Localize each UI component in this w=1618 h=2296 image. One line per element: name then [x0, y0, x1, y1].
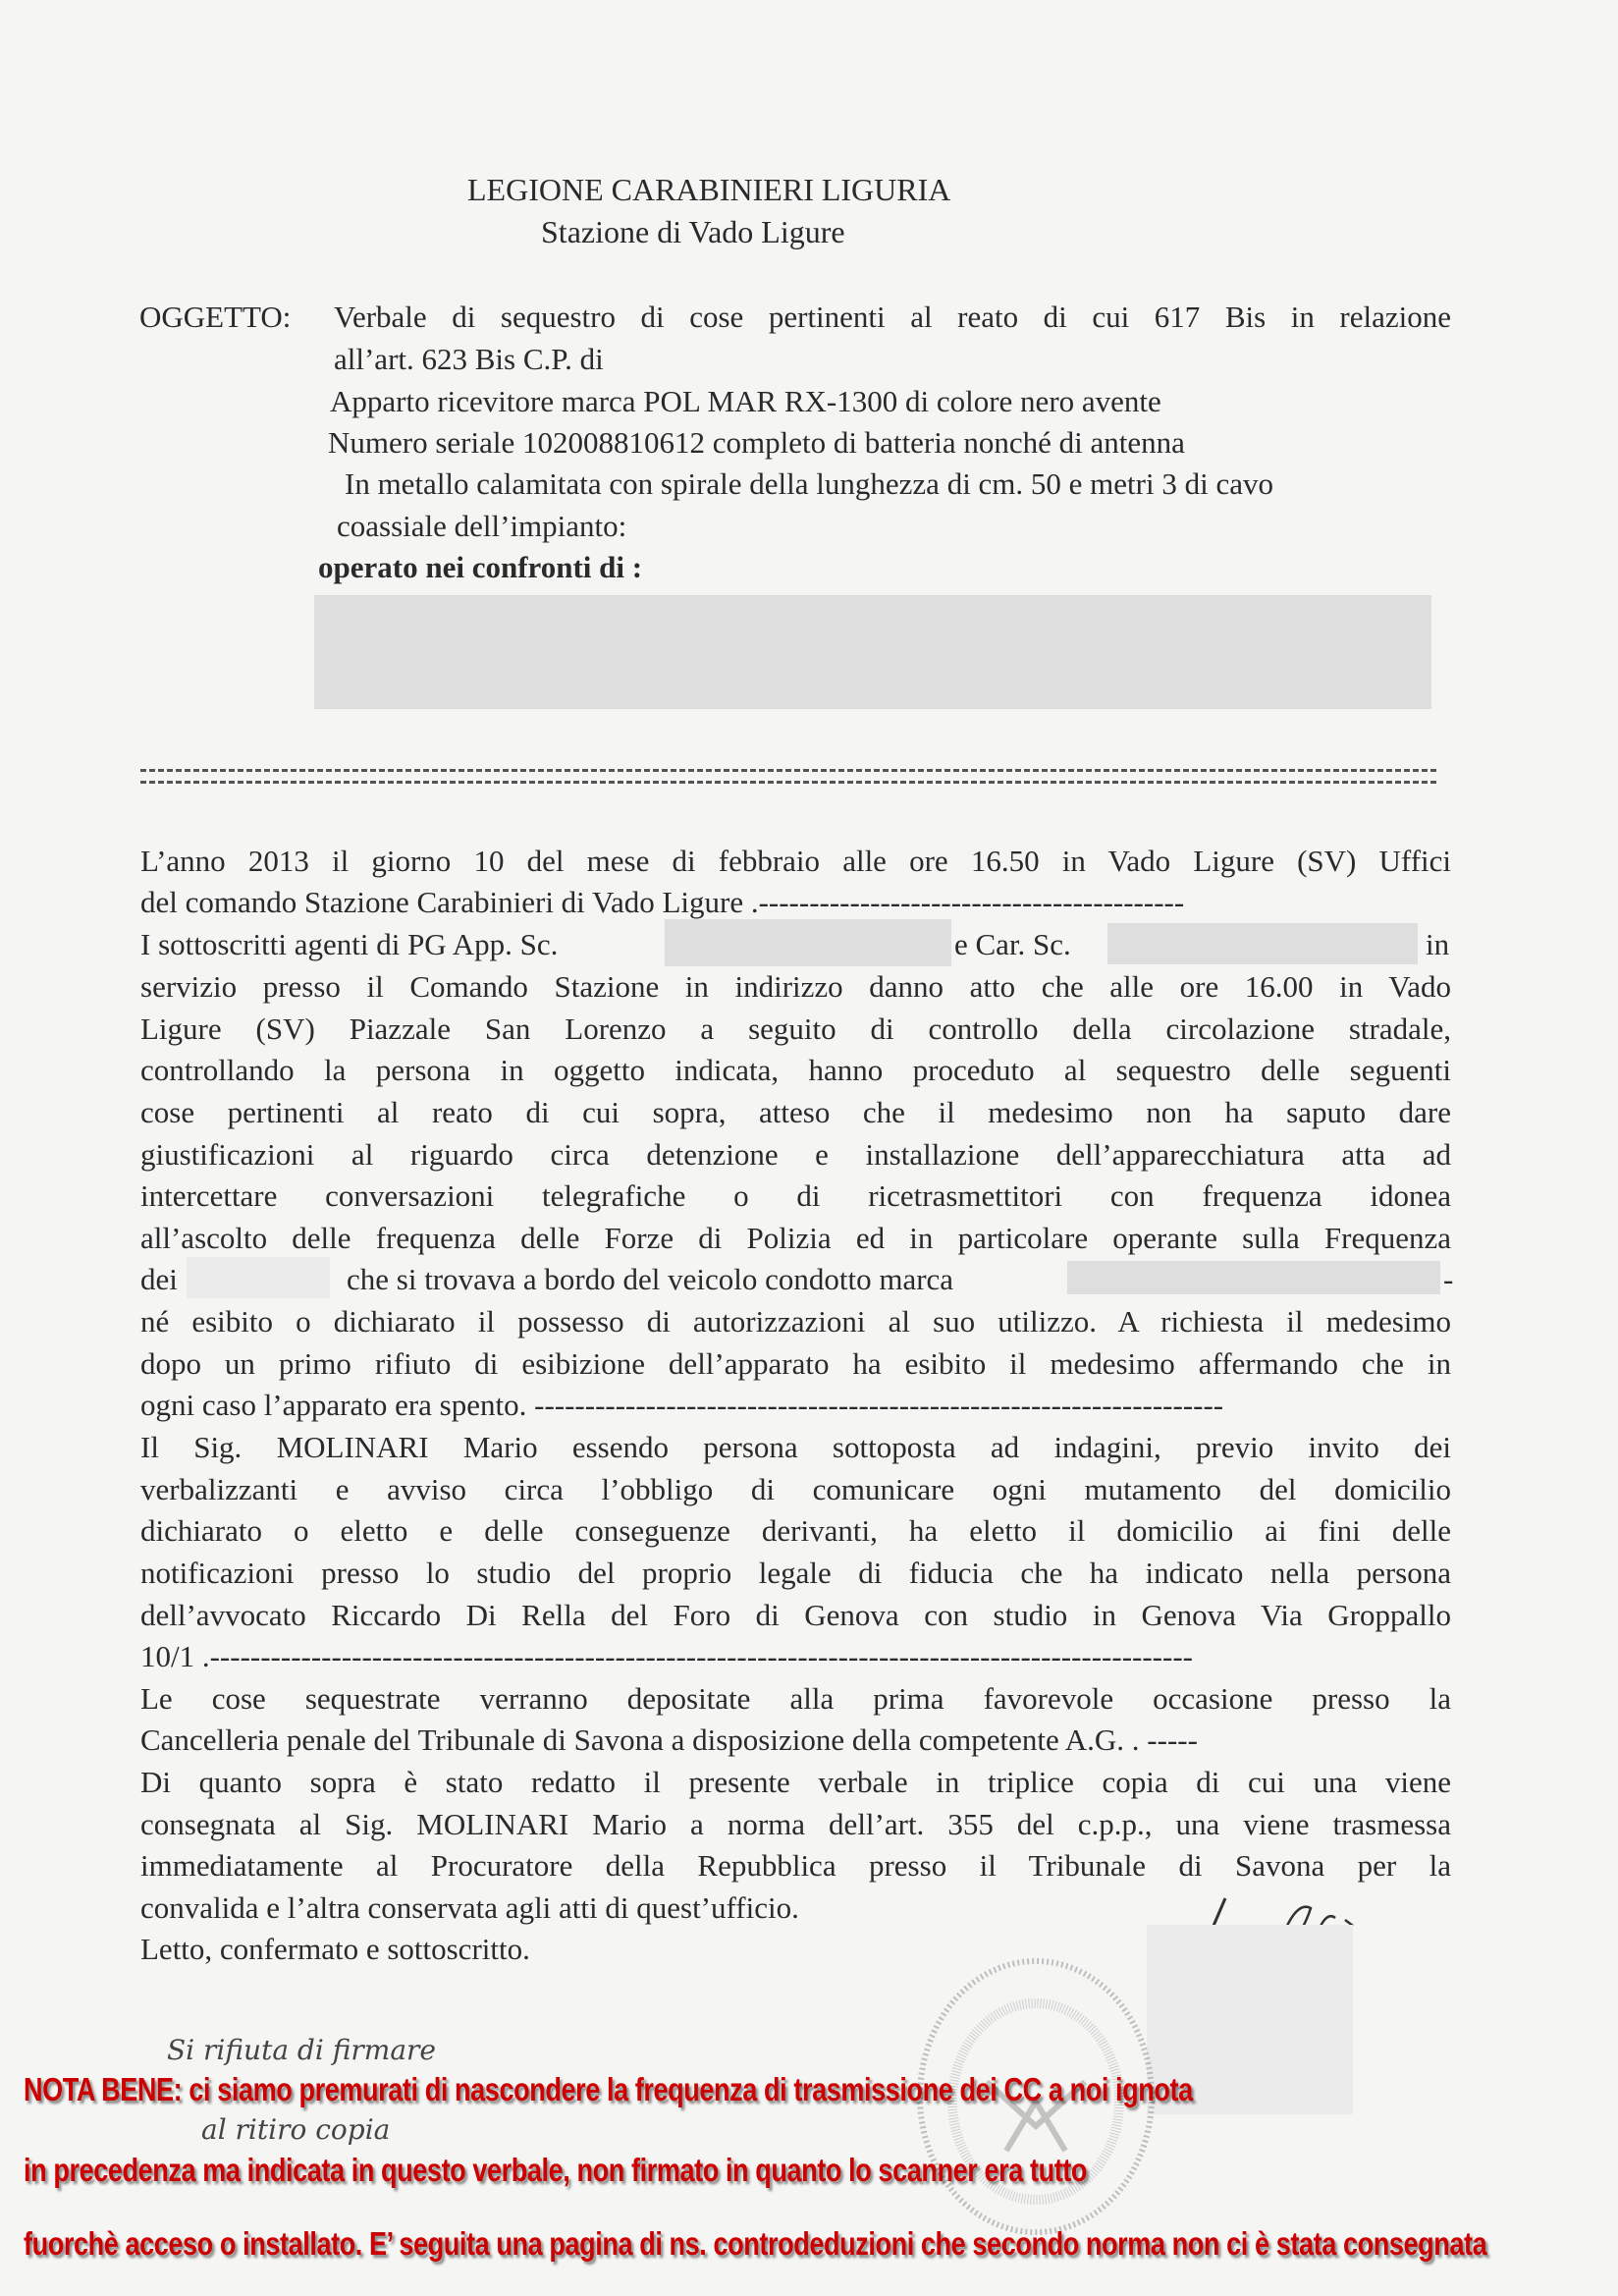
redacted-agent-1 [665, 919, 951, 966]
body-line: servizio presso il Comando Stazione in indirizzo danno atto che alle ore 16.00 in Vado [140, 969, 1451, 1004]
body-line: immediatamente al Procuratore della Repubblica presso il Tribunale di Savona per la [140, 1848, 1451, 1883]
closing-line: Letto, confermato e sottoscritto. [140, 1932, 530, 1966]
handwritten-note-line: Si rifiuta di firmare [167, 2034, 436, 2066]
against-label: operato nei confronti di : [318, 550, 643, 584]
annotation-line: fuorchè acceso o installato. E’ seguita una pagina di ns. controdeduzioni che secondo norma non ci è stata consegnata [24, 2225, 1487, 2262]
handwritten-note-line: al ritiro copia [201, 2113, 391, 2146]
body-line: Ligure (SV) Piazzale San Lorenzo a seguito di controllo della circolazione stradale, [140, 1011, 1451, 1046]
body-line: Le cose sequestrate verranno depositate alla prima favorevole occasione presso la [140, 1681, 1451, 1716]
body-line: del comando Stazione Carabinieri di Vado Ligure .------------------------------------------ [140, 885, 1185, 919]
subject-line: Numero seriale 102008810612 completo di batteria nonché di antenna [328, 425, 1185, 460]
body-line: 10/1 .------------------------------------------------------------------------------------------------- [140, 1639, 1193, 1673]
double-dashed-divider [140, 769, 1436, 784]
body-line: in [1426, 927, 1450, 961]
body-line: notificazioni presso lo studio del proprio legale di fiducia che ha indicato nella persona [140, 1556, 1451, 1590]
redacted-frequency [187, 1257, 330, 1298]
subject-line: Apparto ricevitore marca POL MAR RX-1300 di colore nero avente [330, 384, 1161, 418]
redacted-agent-2 [1107, 923, 1418, 964]
annotation-line: NOTA BENE: ci siamo premurati di nascondere la frequenza di trasmissione dei CC a noi ignota [24, 2071, 1193, 2107]
body-line: ogni caso l’apparato era spento. -------------------------------------------------------------------- [140, 1388, 1224, 1422]
body-line: dichiarato o eletto e delle conseguenze derivanti, ha eletto il domicilio ai fini delle [140, 1513, 1451, 1548]
subject-line: coassiale dell’impianto: [337, 509, 627, 543]
body-line: e Car. Sc. [954, 927, 1071, 961]
body-line: Il Sig. MOLINARI Mario essendo persona sottoposta ad indagini, previo invito dei [140, 1430, 1451, 1464]
body-line: - [1443, 1262, 1454, 1296]
redacted-person-block [314, 595, 1431, 709]
body-line: dell’avvocato Riccardo Di Rella del Foro di Genova con studio in Genova Via Groppallo [140, 1598, 1451, 1632]
body-line: controllando la persona in oggetto indicata, hanno proceduto al sequestro delle seguenti [140, 1053, 1451, 1087]
body-line: giustificazioni al riguardo circa detenzione e installazione dell’apparecchiatura atta ad [140, 1137, 1451, 1172]
body-line: cose pertinenti al reato di cui sopra, atteso che il medesimo non ha saputo dare [140, 1095, 1451, 1129]
body-line: all’ascolto delle frequenza delle Forze di Polizia ed in particolare operante sulla Frequenza [140, 1221, 1451, 1255]
subject-line: Verbale di sequestro di cose pertinenti al reato di cui 617 Bis in relazione [334, 300, 1451, 334]
body-line: dopo un primo rifiuto di esibizione dell’apparato ha esibito il medesimo affermando che in [140, 1346, 1451, 1381]
body-line: consegnata al Sig. MOLINARI Mario a norma dell’art. 355 del c.p.p., una viene trasmessa [140, 1807, 1451, 1841]
body-line: verbalizzanti e avviso circa l’obbligo di comunicare ogni mutamento del domicilio [140, 1472, 1451, 1506]
redacted-vehicle [1067, 1261, 1440, 1294]
annotation-line: in precedenza ma indicata in questo verbale, non firmato in quanto lo scanner era tutto [24, 2152, 1088, 2188]
body-line: I sottoscritti agenti di PG App. Sc. [140, 927, 559, 961]
org-heading: LEGIONE CARABINIERI LIGURIA [467, 172, 951, 207]
body-line: convalida e l’altra conservata agli atti di quest’ufficio. [140, 1890, 799, 1925]
subject-label: OGGETTO: [139, 300, 292, 334]
body-line: che si trovava a bordo del veicolo condotto marca [347, 1262, 954, 1296]
station-heading: Stazione di Vado Ligure [541, 214, 845, 249]
body-line: Di quanto sopra è stato redatto il presente verbale in triplice copia di cui una viene [140, 1765, 1451, 1799]
body-line: intercettare conversazioni telegrafiche o di ricetrasmettitori con frequenza idonea [140, 1178, 1451, 1213]
body-line: L’anno 2013 il giorno 10 del mese di febbraio alle ore 16.50 in Vado Ligure (SV) Uffici [140, 844, 1451, 878]
subject-line: In metallo calamitata con spirale della lunghezza di cm. 50 e metri 3 di cavo [345, 466, 1273, 501]
body-line: Cancelleria penale del Tribunale di Savona a disposizione della competente A.G. . ----- [140, 1722, 1198, 1757]
body-line: dei [140, 1262, 178, 1296]
subject-line: all’art. 623 Bis C.P. di [334, 342, 604, 376]
body-line: né esibito o dichiarato il possesso di autorizzazioni al suo utilizzo. A richiesta il medesimo [140, 1304, 1451, 1339]
